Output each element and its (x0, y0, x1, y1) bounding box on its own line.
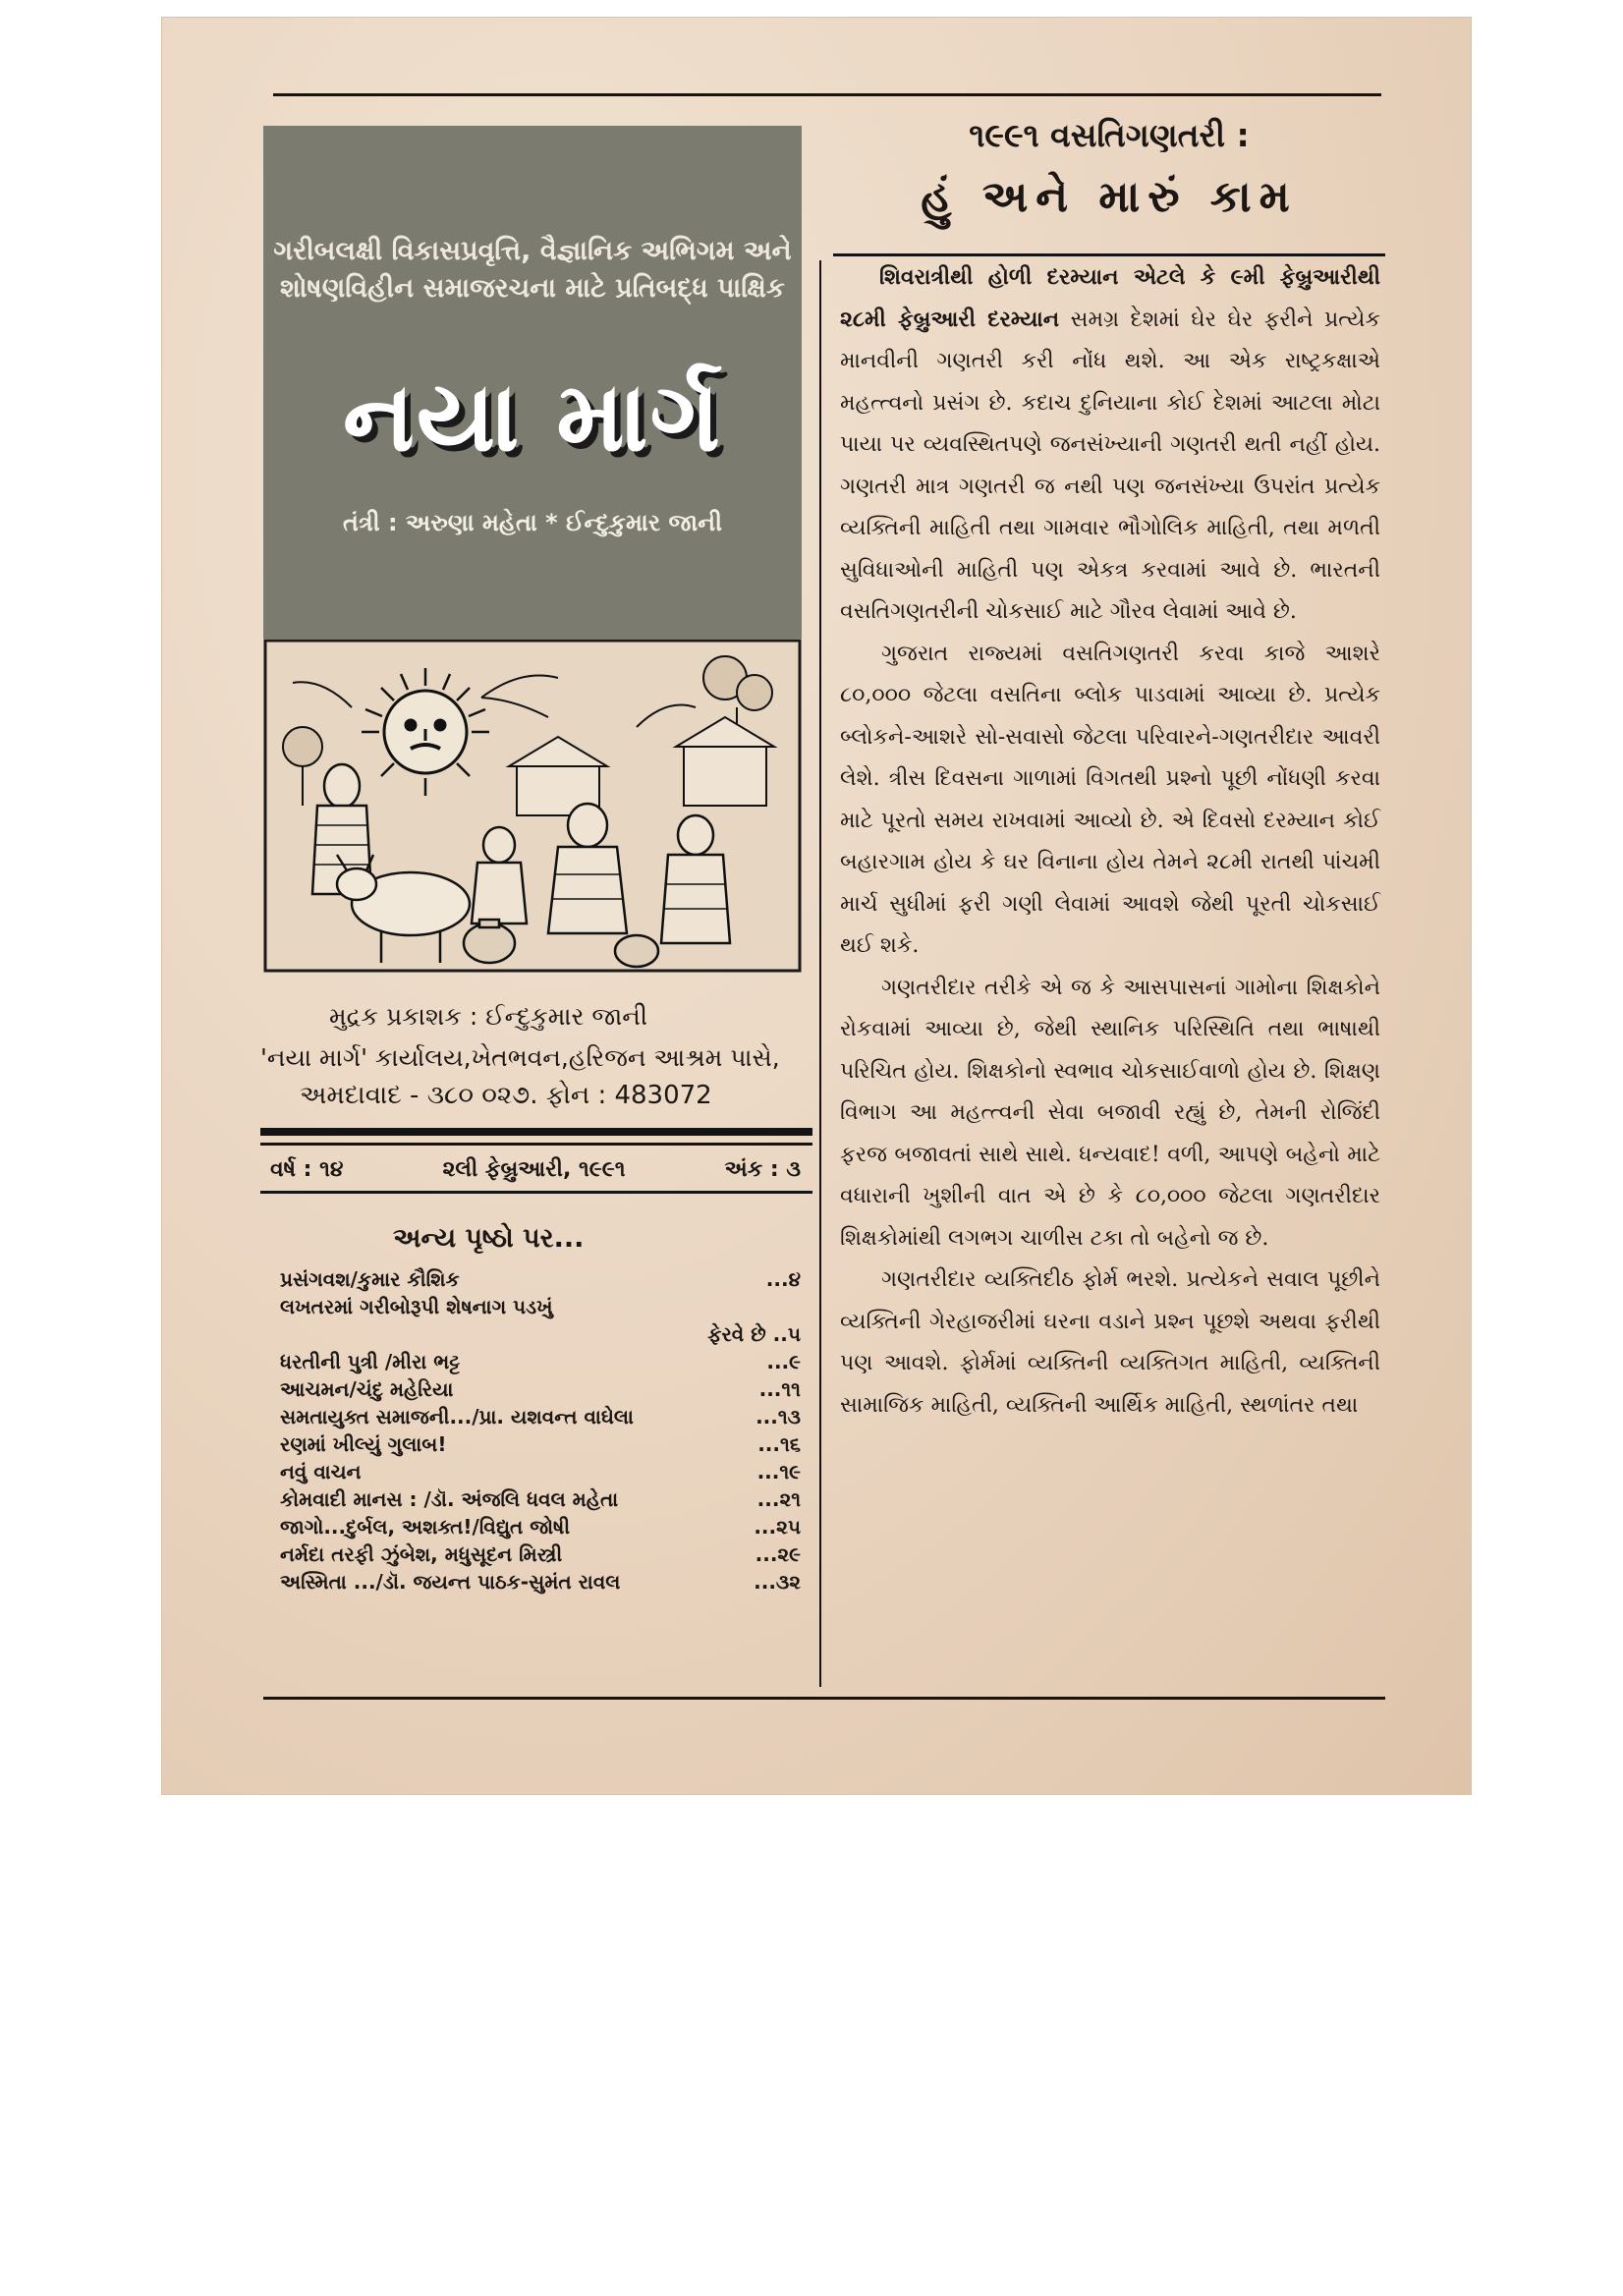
publisher-line3: અમદાવાદ - ૩૮૦ ૦૨૭. ફોન : 483072 (300, 1081, 712, 1110)
toc-title: લખતરમાં ગરીબોરૂપી શેષનાગ પડખું (280, 1295, 553, 1318)
toc-page: ...૧૧ (758, 1377, 801, 1401)
toc-item (280, 1320, 801, 1348)
toc-title: રણમાં ખીલ્યું ગુલાબ! (280, 1432, 447, 1456)
article-lead-bold: શિવરાત્રીથી હોળી દરમ્યાન એટલે કે ૯મી ફેબ્રુઆરીથી ૨૮મી ફેબ્રુઆરી દરમ્યાન (840, 265, 1380, 332)
masthead-tagline-line1: ગરીબલક્ષી વિકાસપ્રવૃત્તિ, વૈજ્ઞાનિક અભિગમ અને (273, 236, 792, 266)
issue-number: અંક : ૩ (724, 1157, 801, 1182)
toc-item (280, 1375, 801, 1403)
folk-art-illustration (263, 639, 802, 973)
toc-title: કોમવાદી માનસ : /ડૉ. અંજલિ ધવલ મહેતા (280, 1487, 619, 1511)
toc-title: ધરતીની પુત્રી /મીરા ભટ્ટ (280, 1350, 461, 1373)
toc-title: જાગો...દુર્બલ, અશક્ત!/વિદ્યુત જોષી (280, 1515, 571, 1539)
article-body (840, 257, 1380, 1427)
publisher-line2: 'નયા માર્ગ' કાર્યાલય,ખેતભવન,હરિજન આશ્રમ પાસે, (260, 1043, 780, 1072)
masthead-tagline-line2: શોષણવિહીન સમાજરચના માટે પ્રતિબદ્ધ પાક્ષિક (280, 273, 785, 304)
editors-line: તંત્રી : અરુણા મહેતા * ઈન્દુકુમાર જાની (343, 509, 722, 536)
toc-page: ...૧૬ (757, 1432, 801, 1456)
toc-page: ...૯ (766, 1350, 801, 1373)
toc-page: ...૨૯ (755, 1542, 801, 1566)
toc-page: ...૧૯ (756, 1460, 801, 1484)
toc-title: નવું વાચન (280, 1460, 362, 1484)
toc-item (280, 1265, 801, 1293)
toc-item (280, 1513, 801, 1540)
publisher-line1: મુદ્રક પ્રકાશક : ઈન્દુકુમાર જાની (329, 1002, 648, 1031)
article-paragraph-4: ગણતરીદાર વ્યક્તિદીઠ ફોર્મ ભરશે. પ્રત્યેકને સવાલ પૂછીને વ્યક્તિની ગેરહાજરીમાં ઘરના વડાને પ્રશ્ન પૂછશે અથવા ફરીથી પણ આવશે. ફોર્મમાં વ્યક્તિની વ્યક્તિગત માહિતી, વ્યક્તિની સામાજિક માહિતી, વ્યક્તિની આર્થિક માહિતી, સ્થળાંતર તથા (840, 1267, 1380, 1418)
article-title: હું અને મારું કામ (921, 172, 1298, 222)
toc-page: ...૨૫ (754, 1515, 801, 1539)
issue-date: ૨લી ફેબ્રુઆરી, ૧૯૯૧ (442, 1157, 626, 1182)
toc-page: ...૧૩ (756, 1405, 801, 1428)
article-paragraph-2: ગુજરાત રાજ્યમાં વસતિગણતરી કરવા કાજે આશરે ૮૦,૦૦૦ જેટલા વસતિના બ્લોક પાડવામાં આવ્યા છે. પ્રત્યેક બ્લોકને-આશરે સો-સવાસો જેટલા પરિવારને-ગણતરીદાર આવરી લેશે. ત્રીસ દિવસના ગાળામાં વિગતથી પ્રશ્નો પૂછી નોંધણી કરવા માટે પૂરતો સમય રાખવામાં આવ્યો છે. એ દિવસો દરમ્યાન કોઈ બહારગામ હોય કે ઘર વિનાના હોય તેમને ૨૮મી રાતથી પાંચમી માર્ચ સુધીમાં ફરી ગણી લેવામાં આવશે જેથી પૂરતી ચોકસાઈ થઈ શકે. (840, 641, 1380, 958)
issue-info (260, 1157, 811, 1182)
toc-title: આચમન/ચંદુ મહેરિયા (280, 1377, 454, 1401)
toc-item (280, 1568, 801, 1596)
issue-rule-bottom (260, 1191, 812, 1194)
toc-title: અસ્મિતા .../ડૉ. જયન્ત પાઠક-સુમંત રાવલ (280, 1570, 621, 1594)
top-rule (273, 93, 1381, 96)
article-paragraph-1 (840, 257, 1380, 634)
toc-page: ફેરવે છે ..૫ (707, 1322, 801, 1346)
toc-item (280, 1403, 801, 1430)
toc-heading: અન્ય પૃષ્ઠો પર... (393, 1223, 585, 1254)
article-title-rule (833, 253, 1385, 256)
article-paragraph-3: ગણતરીદાર તરીકે એ જ કે આસપાસનાં ગામોના શિક્ષકોને રોકવામાં આવ્યા છે, જેથી સ્થાનિક પરિસ્થિતિ તથા ભાષાથી પરિચિત હોય. શિક્ષકોનો સ્વભાવ ચોકસાઈવાળો હોય છે. શિક્ષણ વિભાગ આ મહત્ત્વની સેવા બજાવી રહ્યું છે, તેમની રોજિંદી ફરજ બજાવતાં સાથે સાથે. ધન્યવાદ! વળી, આપણે બહેનો માટે વધારાની ખુશીની વાત એ છે કે ૮૦,૦૦૦ જેટલા ગણતરીદાર શિક્ષકોમાંથી લગભગ ચાળીસ ટકા તો બહેનો જ છે. (840, 975, 1380, 1251)
issue-year: વર્ષ : ૧૪ (270, 1157, 344, 1182)
article-paragraph-1-text: સમગ્ર દેશમાં ઘેર ઘેર ફરીને પ્રત્યેક માનવીની ગણતરી કરી નોંધ થશે. આ એક રાષ્ટ્રકક્ષાએ મહત્ત્વનો પ્રસંગ છે. કદાચ દુનિયાના કોઈ દેશમાં આટલા મોટા પાયા પર વ્યવસ્થિતપણે જનસંખ્યાની ગણતરી થતી નહીં હોય. ગણતરી માત્ર ગણતરી જ નથી પણ જનસંખ્યા ઉપરાંત પ્રત્યેક વ્યક્તિની માહિતી તથા ગામવાર ભૌગોલિક માહિતી, તથા મળતી સુવિધાઓની માહિતી પણ એકત્ર કરવામાં આવે છે. ભારતની વસતિગણતરીની ચોકસાઈ માટે ગૌરવ લેવામાં આવે છે. (840, 307, 1380, 624)
toc-item (280, 1485, 801, 1513)
bottom-rule (263, 1697, 1385, 1700)
toc-item (280, 1293, 801, 1320)
toc-page: ...૪ (765, 1267, 801, 1291)
toc-title: સમતાયુક્ત સમાજની.../પ્રા. યશવન્ત વાઘેલા (280, 1405, 634, 1428)
toc-page: ...૩૨ (754, 1570, 801, 1594)
toc-page: ...૨૧ (756, 1487, 801, 1511)
toc-item (280, 1430, 801, 1458)
column-divider (819, 260, 821, 1687)
article-kicker: ૧૯૯૧ વસતિગણતરી : (969, 116, 1250, 154)
masthead-block (263, 126, 802, 662)
toc-title: પ્રસંગવશ/કુમાર કૌશિક (280, 1267, 460, 1291)
toc-title: નર્મદા તરફી ઝુંબેશ, મધુસૂદન મિસ્ત્રી (280, 1542, 563, 1566)
issue-rule-mid (260, 1143, 812, 1146)
toc-item (280, 1458, 801, 1485)
issue-rule-top (260, 1128, 812, 1136)
toc-item (280, 1348, 801, 1375)
table-of-contents (280, 1265, 801, 1596)
toc-item (280, 1540, 801, 1568)
magazine-logo: નયા માર્ગ (342, 362, 723, 474)
